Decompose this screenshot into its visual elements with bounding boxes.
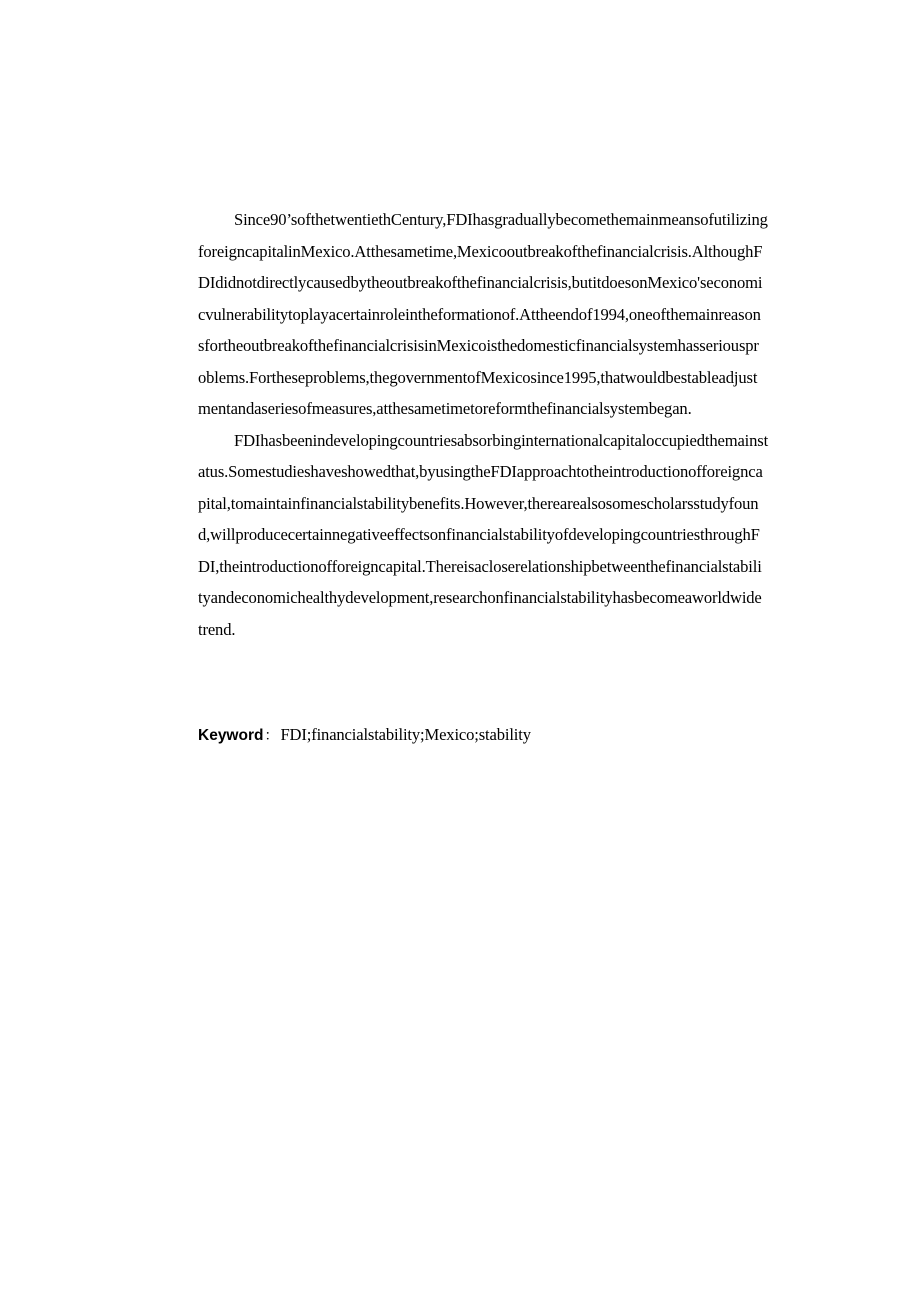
abstract-body bbox=[198, 204, 844, 645]
keywords-row bbox=[198, 722, 531, 749]
paragraph-2 bbox=[198, 425, 844, 646]
text-line: foreigncapitalinMexico.Atthesametime,Mexicooutbreakofthefinancialcrisis.AlthoughF bbox=[198, 241, 763, 261]
text-line: mentandaseriesofmeasures,atthesametimetoreformthefinancialsystembegan. bbox=[198, 399, 692, 418]
paragraph-1 bbox=[198, 204, 844, 425]
text-line: oblems.Fortheseproblems,thegovernmentofMexicosince1995,thatwouldbestableadjust bbox=[198, 367, 758, 387]
text-line: Since90’softhetwentiethCentury,FDIhasgraduallybecomethemainmeansofutilizing bbox=[234, 210, 768, 229]
text-line: trend. bbox=[198, 619, 236, 639]
text-line: atus.Somestudieshaveshowedthat,byusingtheFDIapproachtotheintroductionofforeignca bbox=[198, 462, 763, 481]
text-line: pital,tomaintainfinancialstabilitybenefits.However,therearealsosomescholarsstudyfoun bbox=[198, 493, 759, 513]
text-line: DI,theintroductionofforeigncapital.Thereisacloserelationshipbetweenthefinancialstabili bbox=[198, 556, 762, 576]
text-line: FDIhasbeenindevelopingcountriesabsorbinginternationalcapitaloccupiedthemainst bbox=[234, 430, 769, 450]
text-line: cvulnerabilitytoplayacertainroleintheformationof.Attheendof1994,oneofthemainreason bbox=[198, 304, 761, 324]
keywords-label: Keyword bbox=[198, 727, 264, 744]
text-line: d,willproducecertainnegativeeffectsonfinancialstabilityofdevelopingcountriesthroughF bbox=[198, 525, 760, 544]
text-line: tyandeconomichealthydevelopment,researchonfinancialstabilityhasbecomeaworldwide bbox=[198, 588, 762, 607]
text-line: DIdidnotdirectlycausedbytheoutbreakofthefinancialcrisis,butitdoesonMexico'seconomi bbox=[198, 273, 763, 292]
text-line: sfortheoutbreakofthefinancialcrisisinMexicoisthedomesticfinancialsystemhasseriouspr bbox=[198, 336, 759, 355]
keywords-separator: ： bbox=[264, 728, 279, 744]
keywords-list: FDI;financialstability;Mexico;stability bbox=[280, 725, 531, 744]
